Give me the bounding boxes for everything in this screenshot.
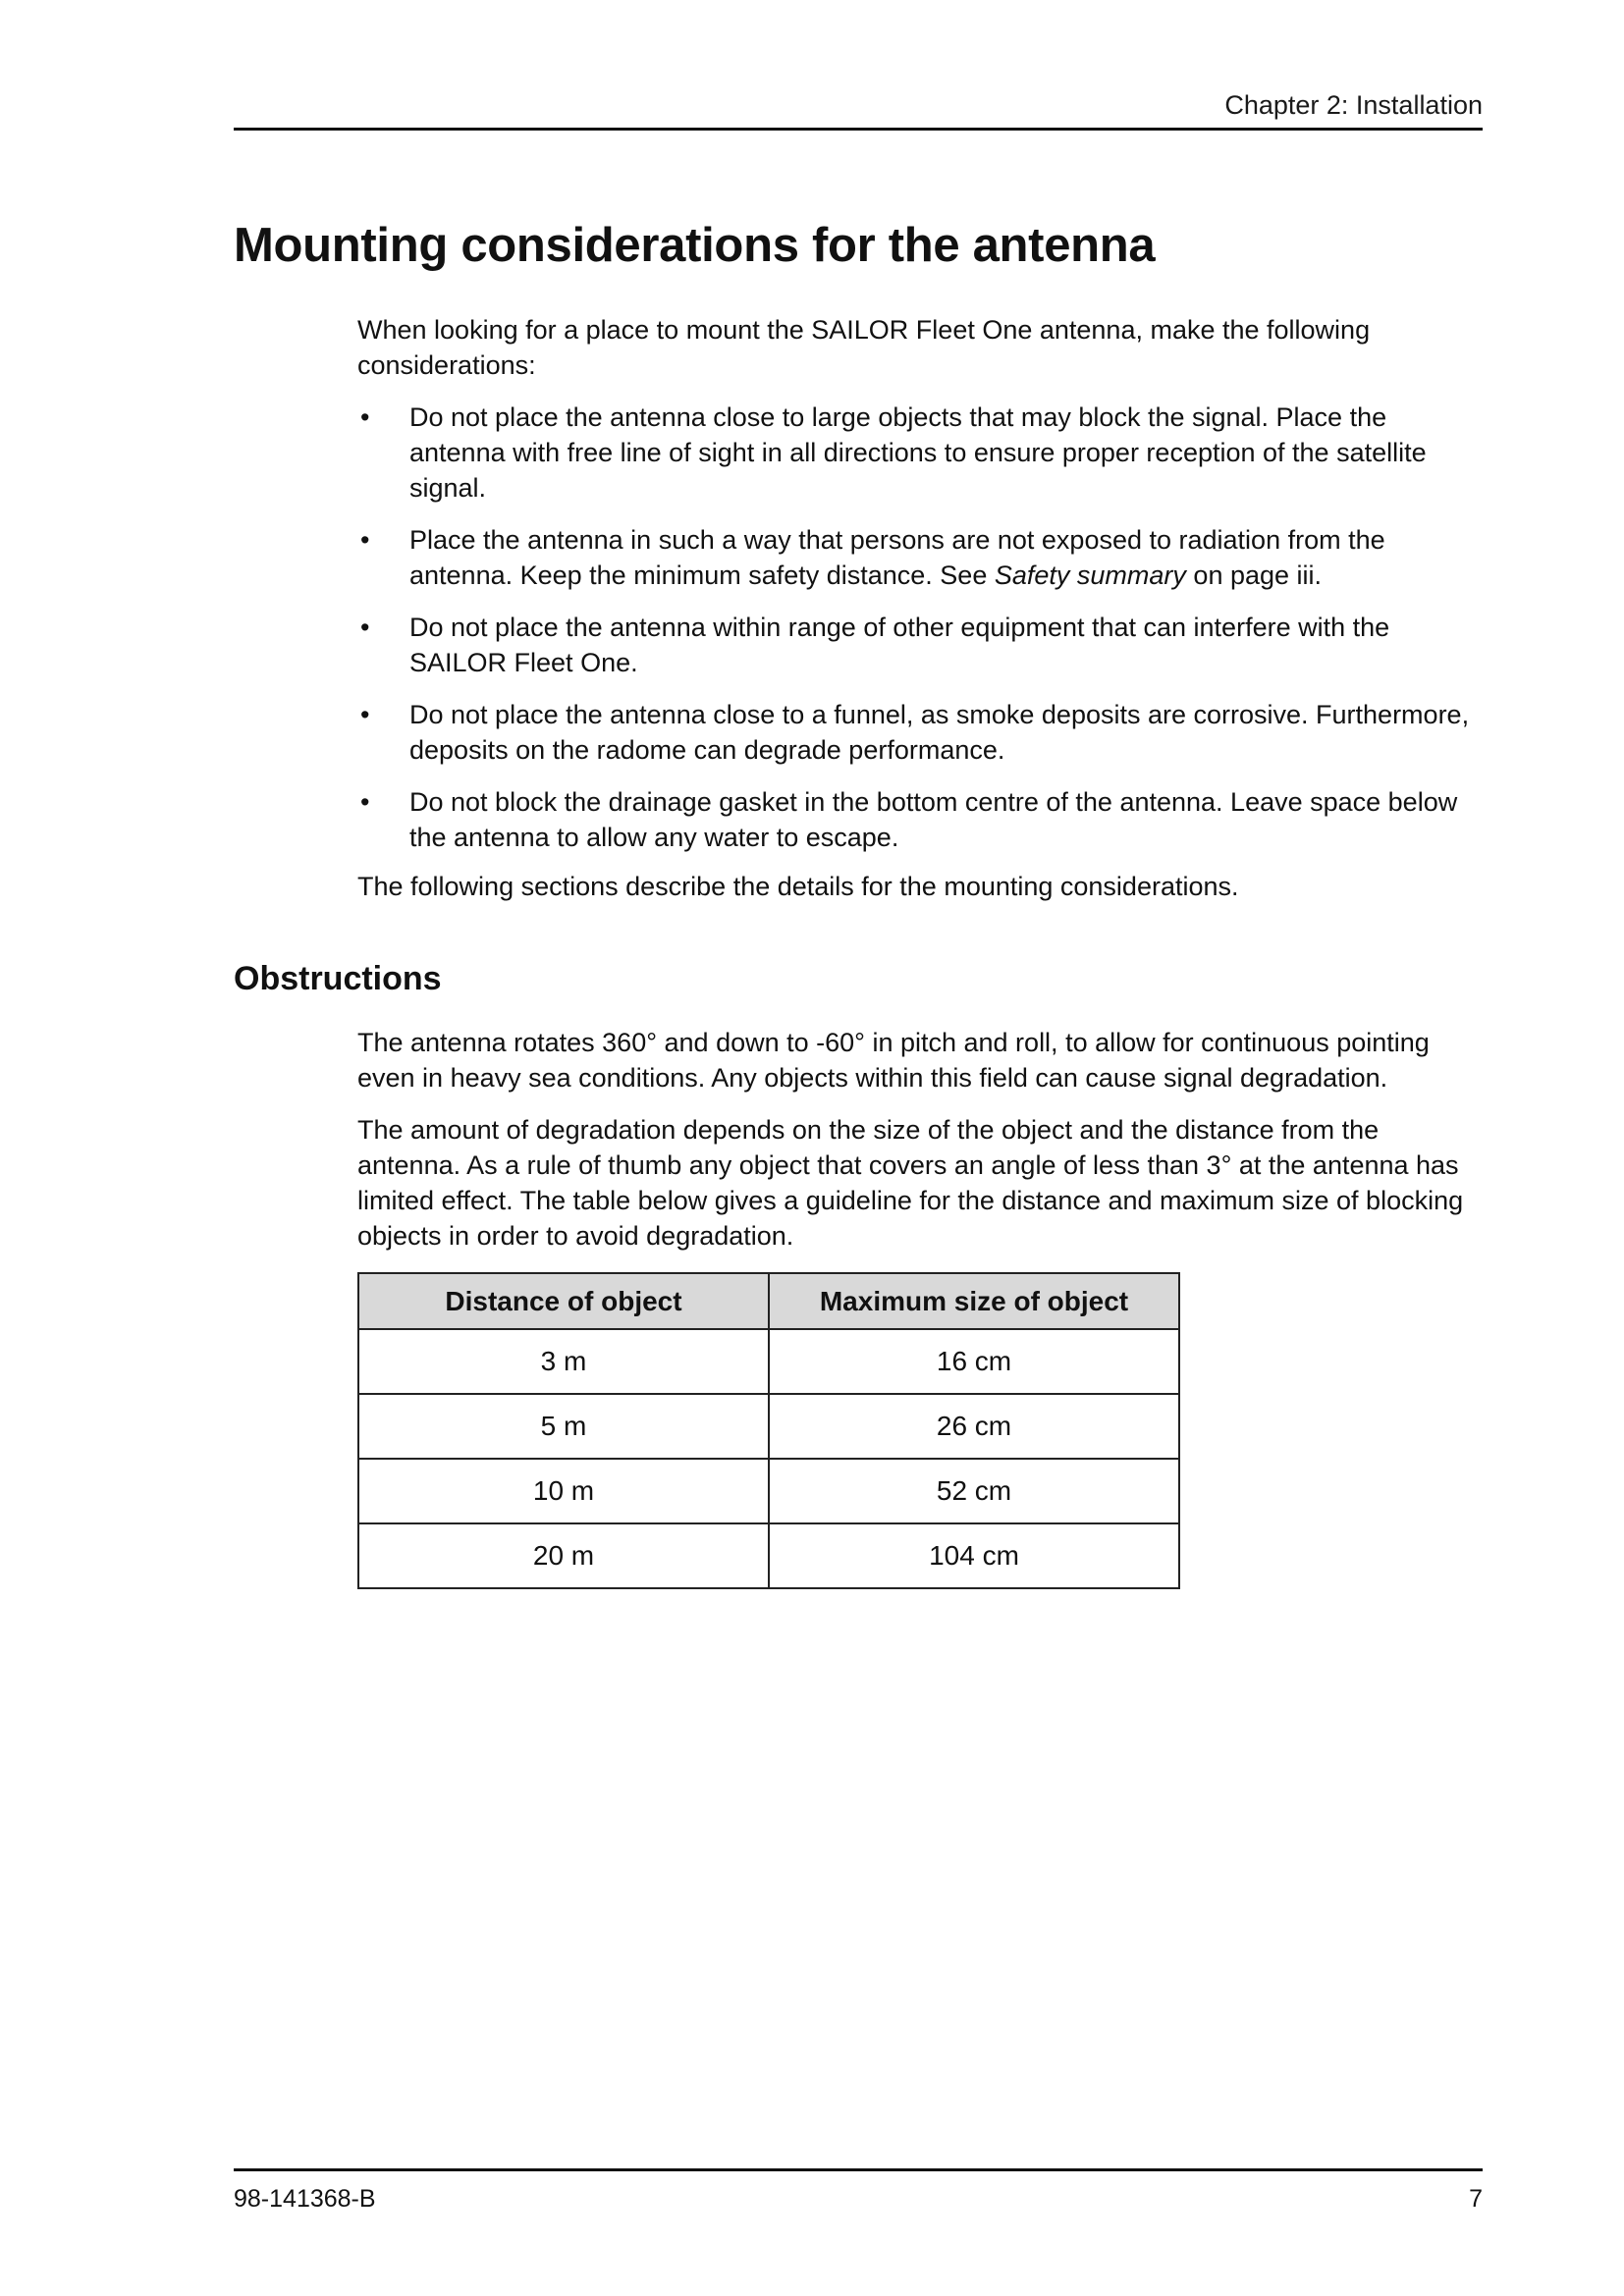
table-cell-distance: 20 m <box>358 1523 769 1588</box>
table-cell-distance: 10 m <box>358 1459 769 1523</box>
header-chapter: Chapter 2: Installation <box>1224 90 1483 120</box>
footer-rule <box>234 2168 1483 2171</box>
list-item-text: Place the antenna in such a way that persons are not exposed to radiation from the antenna. Keep the minimum safety distance. See <box>409 525 1385 590</box>
obstructions-block <box>357 1025 1485 1254</box>
table-header-row <box>358 1273 1179 1329</box>
table-row <box>358 1523 1179 1588</box>
table-cell-max-size: 16 cm <box>769 1329 1179 1394</box>
bullet-icon: • <box>360 700 370 729</box>
table-row <box>358 1329 1179 1394</box>
list-item-text: Do not place the antenna within range of other equipment that can interfere with the SAILOR Fleet One. <box>409 613 1390 677</box>
table-cell-distance: 3 m <box>358 1329 769 1394</box>
list-item <box>357 522 1485 593</box>
list-item-text: on page iii. <box>1185 561 1323 590</box>
considerations-list <box>357 400 1485 855</box>
guideline-table <box>357 1272 1180 1589</box>
table-row <box>358 1394 1179 1459</box>
list-item <box>357 784 1485 855</box>
list-item <box>357 610 1485 680</box>
obstructions-paragraph-2: The amount of degradation depends on the size of the object and the distance from the antenna. As a rule of thumb any object that covers an angle of less than 3° at the antenna has limited effect. The table below gives a guideline for the distance and maximum size of blocking objects in order to avoid degradation. <box>357 1115 1464 1251</box>
closing-paragraph: The following sections describe the details for the mounting considerations. <box>357 872 1239 901</box>
section-heading-obstructions: Obstructions <box>234 960 442 997</box>
list-item <box>357 697 1485 768</box>
obstructions-paragraph-1: The antenna rotates 360° and down to -60° in pitch and roll, to allow for continuous pointing even in heavy sea conditions. Any objects within this field can cause signal degradation. <box>357 1028 1430 1093</box>
table-row <box>358 1459 1179 1523</box>
table-header-distance: Distance of object <box>358 1273 769 1329</box>
table-cell-max-size: 104 cm <box>769 1523 1179 1588</box>
intro-paragraph: When looking for a place to mount the SAILOR Fleet One antenna, make the following considerations: <box>357 315 1371 380</box>
bullet-icon: • <box>360 525 370 555</box>
bullet-icon: • <box>360 402 370 432</box>
intro-block <box>357 312 1485 904</box>
list-item <box>357 400 1485 506</box>
table-cell-max-size: 52 cm <box>769 1459 1179 1523</box>
table-cell-distance: 5 m <box>358 1394 769 1459</box>
bullet-icon: • <box>360 787 370 817</box>
footer-page-number: 7 <box>1469 2185 1483 2213</box>
table-header-max-size: Maximum size of object <box>769 1273 1179 1329</box>
header-rule <box>234 128 1483 131</box>
list-item-text: Do not block the drainage gasket in the bottom centre of the antenna. Leave space below the antenna to allow any water to escape. <box>409 787 1458 852</box>
bullet-icon: • <box>360 613 370 642</box>
list-item-text: Do not place the antenna close to large objects that may block the signal. Place the antenna with free line of sight in all directions to ensure proper reception of the satellite signal. <box>409 402 1427 503</box>
page-title: Mounting considerations for the antenna <box>234 219 1156 272</box>
safety-summary-link[interactable]: Safety summary <box>994 561 1186 590</box>
footer-doc-number: 98-141368-B <box>234 2185 376 2213</box>
list-item-text: Do not place the antenna close to a funnel, as smoke deposits are corrosive. Furthermore, deposits on the radome can degrade performance. <box>409 700 1470 765</box>
table-cell-max-size: 26 cm <box>769 1394 1179 1459</box>
